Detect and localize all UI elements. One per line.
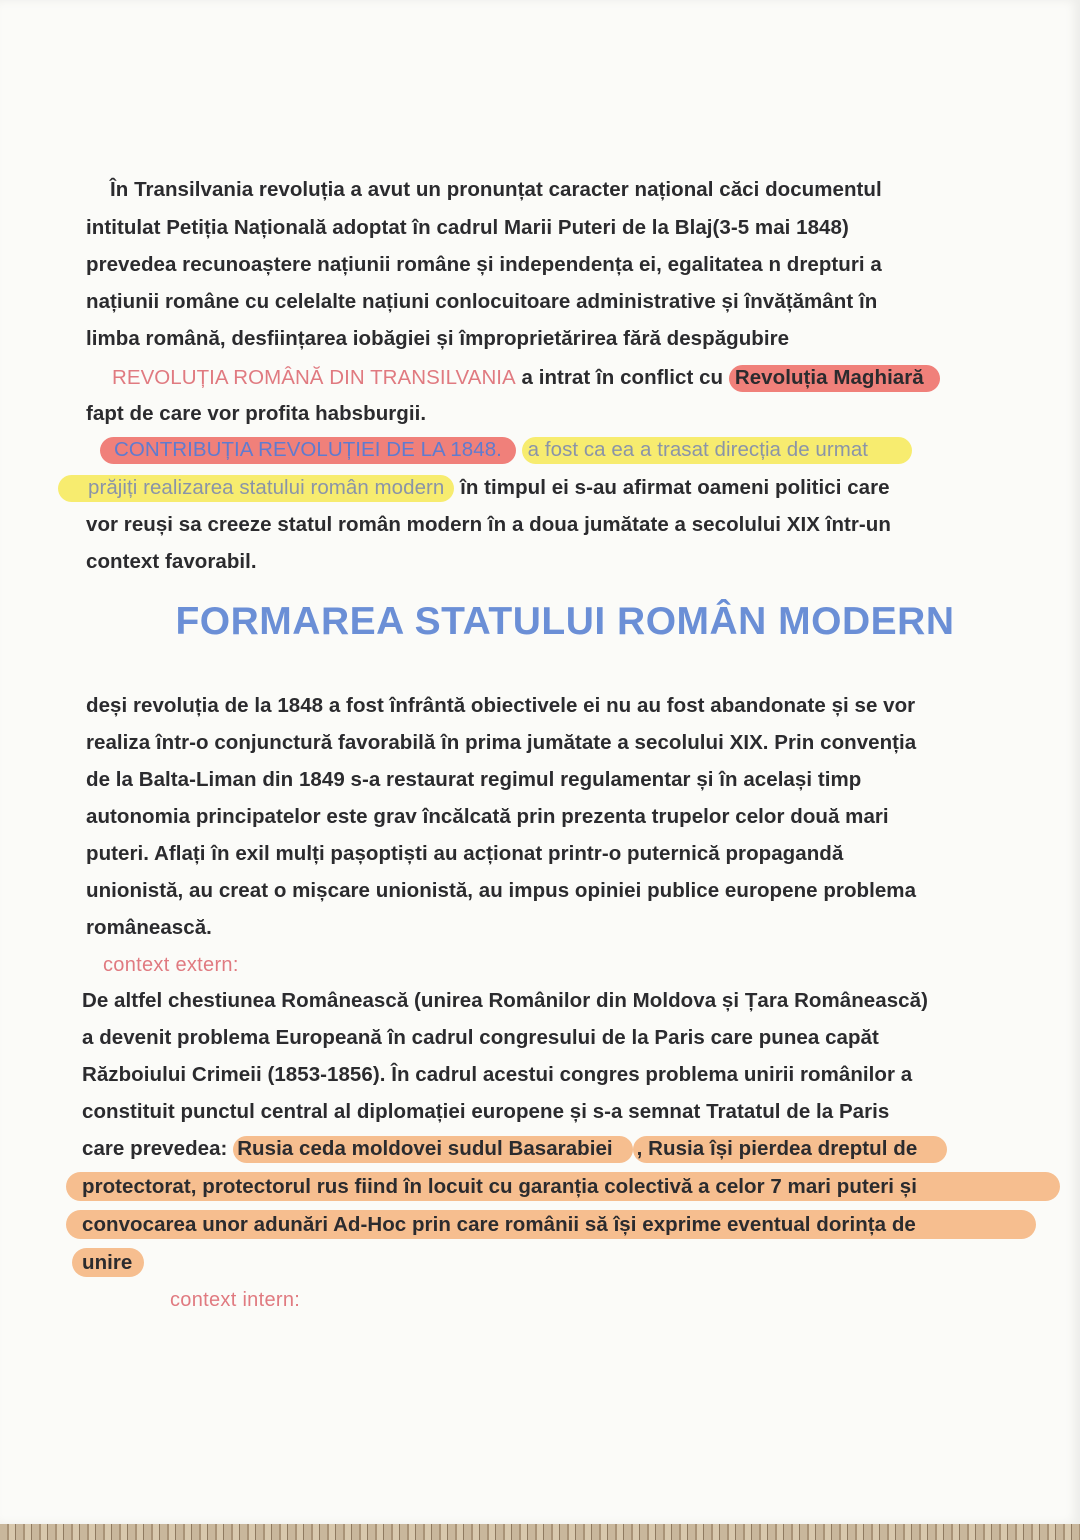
prev-highlight-2: , Rusia își pierdea dreptul de	[633, 1136, 948, 1163]
paragraph-line: protectorat, protectorul rus fiind în locuit cu garanția colectivă a celor 7 mari puteri și	[82, 1175, 917, 1198]
paragraph-line: De altfel chestiunea Românească (unirea Românilor din Moldova și Țara Românească)	[82, 989, 928, 1012]
contrib-highlight-1: a fost ca ea a trasat direcția de urmat	[522, 437, 912, 464]
paragraph-line: context favorabil.	[86, 550, 257, 573]
paragraph-line: prevedea recunoaștere națiunii române și independența ei, egalitatea n drepturi a	[86, 253, 882, 276]
revolution-line	[112, 364, 940, 392]
paragraph-line: limba română, desființarea iobăgiei și împroprietărirea fără despăgubire	[86, 327, 790, 350]
contrib-label: CONTRIBUȚIA REVOLUȚIEI DE LA 1848.	[100, 437, 516, 464]
paragraph-line: constituit punctul central al diplomației europene și s-a semnat Tratatul de la Paris	[82, 1100, 890, 1123]
paragraph-line: vor reuși sa creeze statul român modern în a doua jumătate a secolului XIX într-un	[86, 513, 891, 536]
paragraph-line: convocarea unor adunări Ad-Hoc prin care românii să își exprime eventual dorința de	[82, 1213, 916, 1236]
wooden-table-edge	[0, 1524, 1080, 1540]
paragraph-line: Războiului Crimeii (1853-1856). În cadrul acestui congres problema unirii românilor a	[82, 1063, 913, 1086]
paragraph-line: intitulat Petiția Națională adoptat în cadrul Marii Puteri de la Blaj(3-5 mai 1848)	[86, 216, 849, 239]
rev-highlight: Revoluția Maghiară	[729, 365, 940, 392]
prevedea-line	[82, 1135, 947, 1163]
contrib-highlight-2: prăjiți realizarea statului român modern	[58, 475, 454, 502]
paragraph-line: a devenit problema Europeană în cadrul congresului de la Paris care punea capăt	[82, 1026, 879, 1049]
paragraph-line: deși revoluția de la 1848 a fost înfrântă obiectivele ei nu au fost abandonate și se vor	[86, 694, 916, 717]
contribution-line-2	[86, 474, 890, 502]
paragraph-line: unire	[82, 1251, 133, 1274]
paragraph-line: națiunii române cu celelalte națiuni conlocuitoare administrative și învățământ în	[86, 290, 878, 313]
rev-label: REVOLUȚIA ROMÂNĂ DIN TRANSILVANIA	[112, 366, 516, 389]
rev-text: a intrat în conflict cu	[515, 366, 729, 389]
prev-start: care prevedea:	[82, 1137, 234, 1160]
prev-highlight-1: Rusia ceda moldovei sudul Basarabiei	[233, 1136, 632, 1163]
paragraph-line: puteri. Aflați în exil mulți pașoptiști au acționat printr-o puternică propagandă	[86, 842, 844, 865]
paragraph-line: autonomia principatelor este grav încălcată prin prezenta trupelor celor două mari	[86, 805, 889, 828]
context-extern-label: context extern:	[103, 954, 239, 976]
paragraph-line: românească.	[86, 916, 212, 939]
paragraph-line: fapt de care vor profita habsburgii.	[86, 402, 427, 425]
paragraph-line: realiza într-o conjunctură favorabilă în prima jumătate a secolului XIX. Prin convenția	[86, 731, 917, 754]
contrib-text-3: în timpul ei s-au afirmat oameni politici care	[454, 476, 890, 499]
paragraph-line: unionistă, au creat o mișcare unionistă, au impus opiniei publice europene problema	[86, 879, 917, 902]
paragraph-line: În Transilvania revoluția a avut un pronunțat caracter național căci documentul	[110, 178, 882, 201]
page-title: FORMAREA STATULUI ROMÂN MODERN	[175, 600, 955, 643]
paragraph-line: de la Balta-Liman din 1849 s-a restaurat regimul regulamentar și în același timp	[86, 768, 862, 791]
context-intern-label: context intern:	[170, 1289, 301, 1311]
contribution-line	[100, 436, 912, 464]
